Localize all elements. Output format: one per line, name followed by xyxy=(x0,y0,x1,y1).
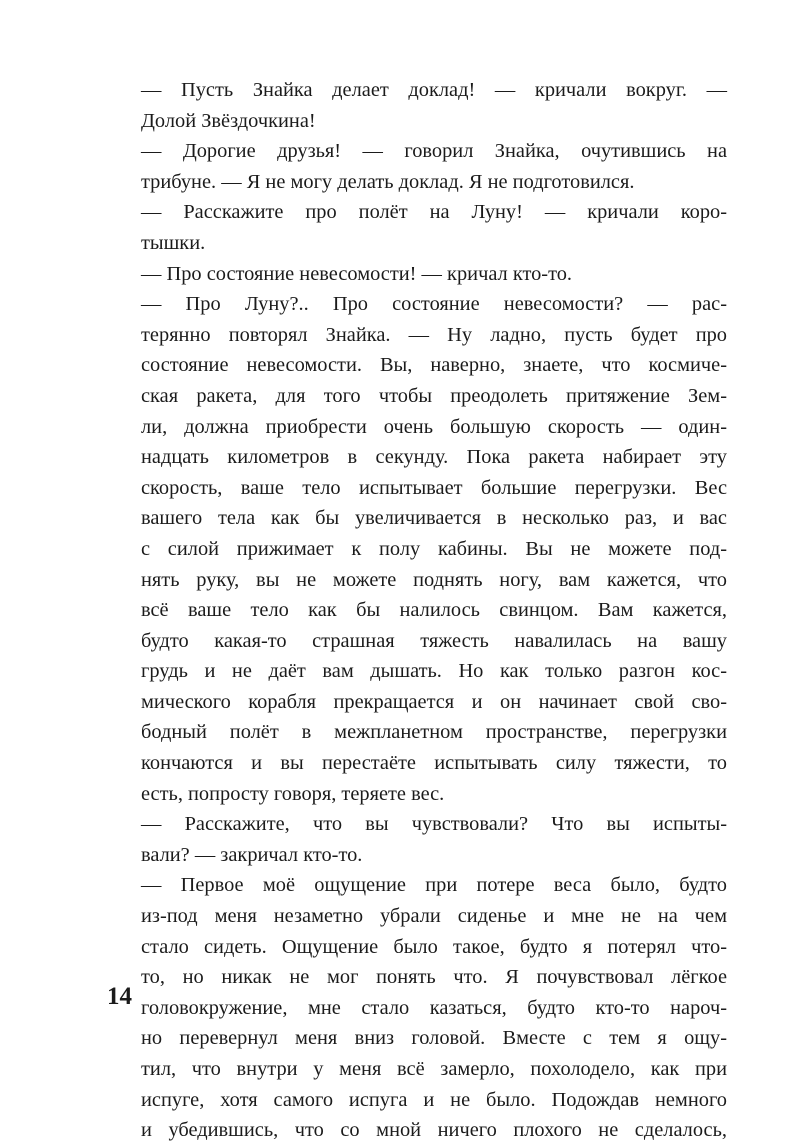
text-line: и убедившись, что со мной ничего плохого не сделалось, xyxy=(141,1119,727,1142)
paragraph xyxy=(107,197,727,258)
text-line: есть, попросту говоря, теряете вес. xyxy=(141,782,445,805)
text-line: надцать километров в секунду. Пока ракета набирает эту xyxy=(141,446,727,469)
text-line: Долой Звёздочкина! xyxy=(141,109,316,132)
text-line: тил, что внутри у меня всё замерло, похолодело, как при xyxy=(141,1058,727,1080)
text-line: скорость, ваше тело испытывает большие перегрузки. Вес xyxy=(141,476,727,499)
text-line: ская ракета, для того чтобы преодолеть притяжение Зем- xyxy=(141,384,727,407)
text-line: — Про состояние невесомости! — кричал кто-то. xyxy=(141,262,573,285)
text-line: состояние невесомости. Вы, наверно, знаете, что космиче- xyxy=(141,354,727,377)
text-line: но перевернул меня вниз головой. Вместе с тем я ощу- xyxy=(141,1027,727,1050)
paragraph xyxy=(107,809,727,870)
text-line: бодный полёт в межпланетном пространстве, перегрузки xyxy=(141,721,727,744)
paragraph xyxy=(107,136,727,197)
text-line: нять руку, вы не можете поднять ногу, вам кажется, что xyxy=(141,568,727,591)
text-line: тышки. xyxy=(141,231,206,254)
text-line: вашего тела как бы увеличивается в несколько раз, и вас xyxy=(141,507,727,530)
text-line: грудь и не даёт вам дышать. Но как только разгон кос- xyxy=(141,660,727,683)
text-line: — Дорогие друзья! — говорил Знайка, очутившись на xyxy=(141,140,727,163)
paragraph xyxy=(107,289,727,809)
paragraph xyxy=(107,259,727,290)
text-line: будто какая-то страшная тяжесть навалилась на вашу xyxy=(141,629,727,652)
text-line: терянно повторял Знайка. — Ну ладно, пусть будет про xyxy=(141,323,727,346)
text-line: то, но никак не мог понять что. Я почувствовал лёгкое xyxy=(141,966,727,989)
text-line: с силой прижимает к полу кабины. Вы не можете под- xyxy=(141,537,727,560)
text-line: — Про Луну?.. Про состояние невесомости? — рас- xyxy=(141,293,727,316)
text-line: головокружение, мне стало казаться, будто кто-то нароч- xyxy=(141,996,727,1019)
text-line: вали? — закричал кто-то. xyxy=(141,843,363,866)
page-number: 14 xyxy=(107,983,132,1010)
text-block xyxy=(107,75,727,1146)
text-line: — Расскажите про полёт на Луну! — кричали коро- xyxy=(141,201,727,224)
paragraph xyxy=(107,75,727,136)
text-line: мического корабля прекращается и он начинает свой сво- xyxy=(141,690,727,713)
text-line: стало сидеть. Ощущение было такое, будто я потерял что- xyxy=(141,935,727,958)
text-line: — Расскажите, что вы чувствовали? Что вы испыты- xyxy=(141,813,727,836)
text-line: кончаются и вы перестаёте испытывать силу тяжести, то xyxy=(141,752,727,775)
text-line: трибуне. — Я не могу делать доклад. Я не подготовился. xyxy=(141,170,635,193)
text-line: всё ваше тело как бы налилось свинцом. Вам кажется, xyxy=(141,599,727,622)
paragraph xyxy=(107,870,727,1145)
text-line: из-под меня незаметно убрали сиденье и мне не на чем xyxy=(141,905,727,928)
text-line: испуге, хотя самого испуга и не было. Подождав немного xyxy=(141,1088,727,1111)
text-line: — Пусть Знайка делает доклад! — кричали вокруг. — xyxy=(141,79,727,101)
text-line: ли, должна приобрести очень большую скорость — один- xyxy=(141,415,727,438)
text-line: — Первое моё ощущение при потере веса было, будто xyxy=(141,874,727,897)
